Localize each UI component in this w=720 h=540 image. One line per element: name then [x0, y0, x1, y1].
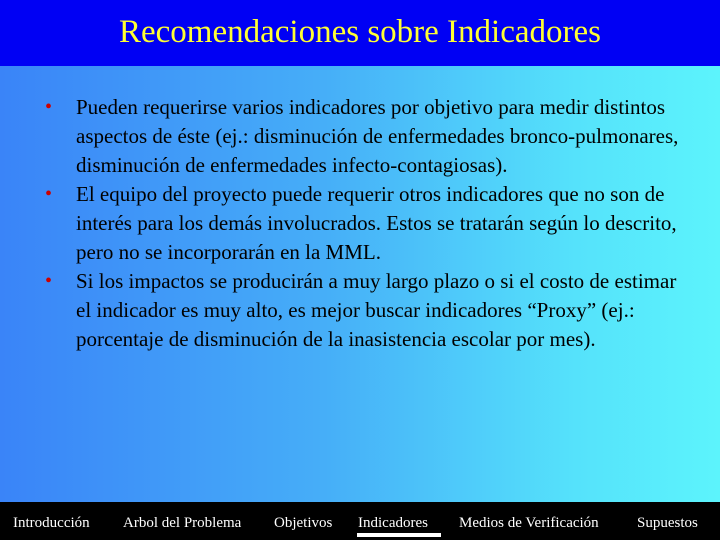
bullet-text: El equipo del proyecto puede requerir otros indicadores que no son de interés para los demás involucrados. Estos se tratarán según lo descrito, pero no se incorporarán en la MML. — [76, 182, 677, 264]
bullet-text: Pueden requerirse varios indicadores por objetivo para medir distintos aspectos de éste (ej.: disminución de enfermedades bronco-pulmonares, disminución de enfermedades infecto-contagiosas). — [76, 95, 679, 177]
bullet-list — [0, 93, 720, 354]
nav-link-medios-de-verificacion[interactable]: Medios de Verificación — [459, 515, 599, 531]
navigation-bar — [0, 502, 720, 540]
nav-link-objetivos[interactable]: Objetivos — [274, 515, 333, 531]
bullet-item — [0, 267, 720, 354]
nav-link-indicadores[interactable]: Indicadores — [358, 515, 428, 531]
bullet-item — [0, 93, 720, 180]
nav-link-introduccion[interactable]: Introducción — [13, 515, 90, 531]
nav-link-supuestos[interactable]: Supuestos — [637, 515, 698, 531]
bullet-marker: • — [45, 270, 53, 292]
active-nav-indicator — [357, 533, 441, 537]
title-bar — [0, 0, 720, 66]
bullet-marker: • — [45, 183, 53, 205]
bullet-text: Si los impactos se producirán a muy largo plazo o si el costo de estimar el indicador es muy alto, es mejor buscar indicadores “Proxy” (ej.: porcentaje de disminución de la inasistencia escolar por mes). — [76, 269, 677, 351]
bullet-marker: • — [45, 96, 53, 118]
nav-link-arbol-del-problema[interactable]: Arbol del Problema — [123, 515, 242, 531]
slide-title: Recomendaciones sobre Indicadores — [119, 14, 601, 50]
bullet-item — [0, 180, 720, 267]
